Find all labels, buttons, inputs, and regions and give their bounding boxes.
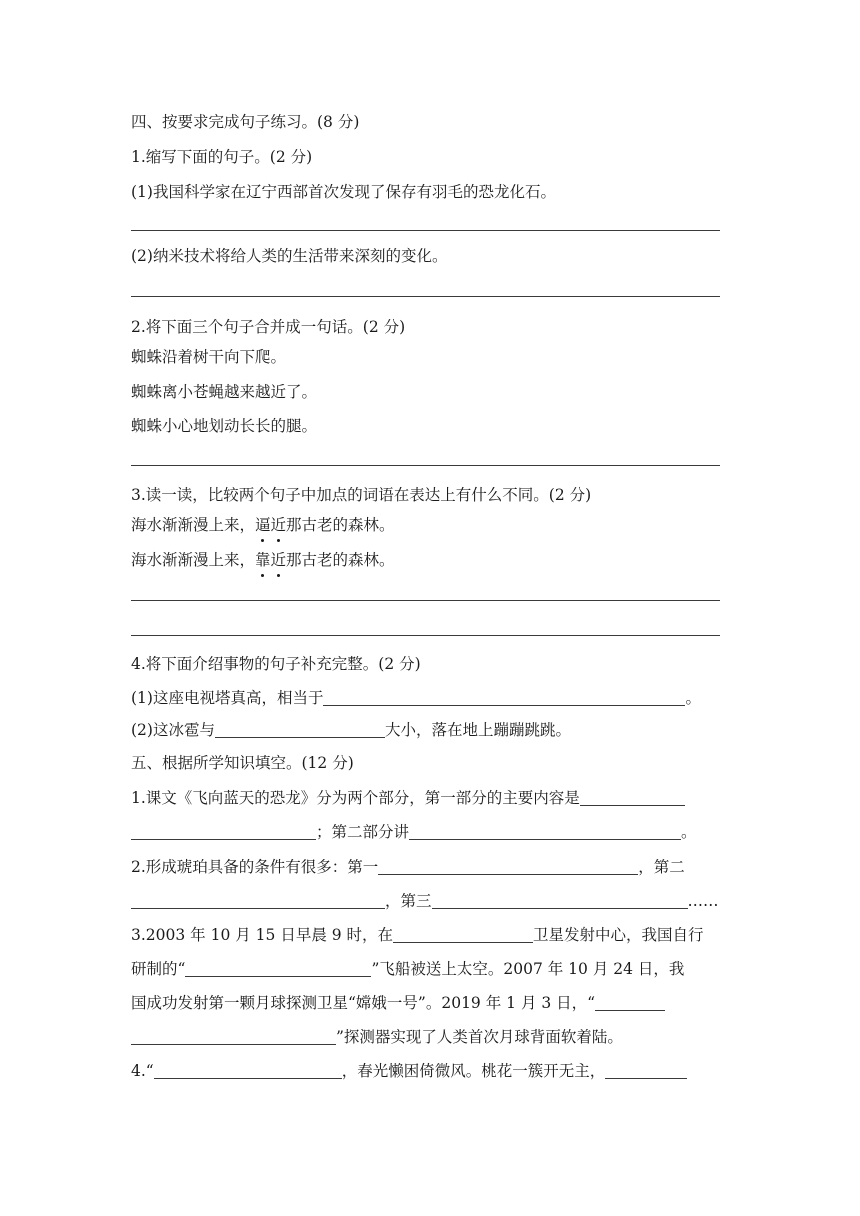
answer-line[interactable] bbox=[131, 230, 720, 231]
fill-blank[interactable] bbox=[595, 994, 665, 1011]
question-5-3-line-4: ”探测器实现了人类首次月球背面软着陆。 bbox=[131, 1027, 623, 1047]
fill-blank[interactable] bbox=[605, 1062, 687, 1079]
section-5-heading: 五、根据所学知识填空。(12 分) bbox=[131, 754, 354, 772]
section-4-heading: 四、按要求完成句子练习。(8 分) bbox=[131, 113, 360, 131]
question-5-4-line-1: 4.“ ，春光懒困倚微风。桃花一簇开无主， bbox=[131, 1061, 687, 1081]
question-5-3-line-3: 国成功发射第一颗月球探测卫星“嫦娥一号”。2019 年 1 月 3 日，“ bbox=[131, 993, 665, 1013]
question-5-2-line-2: ，第三 …… bbox=[131, 891, 719, 911]
fill-blank[interactable] bbox=[323, 689, 685, 706]
fill-blank[interactable] bbox=[378, 858, 638, 875]
question-4-2-title: 2.将下面三个句子合并成一句话。(2 分) bbox=[131, 318, 406, 336]
answer-line[interactable] bbox=[131, 635, 720, 636]
sentence-line: 蜘蛛小心地划动长长的腿。 bbox=[131, 417, 318, 435]
fill-blank[interactable] bbox=[131, 892, 385, 909]
sentence-line: 蜘蛛离小苍蝇越来越近了。 bbox=[131, 383, 318, 401]
fill-blank[interactable] bbox=[409, 823, 681, 840]
question-5-2-line-1: 2.形成琥珀具备的条件有很多：第一 ，第二 bbox=[131, 858, 685, 876]
question-4-1-title: 1.缩写下面的句子。(2 分) bbox=[131, 148, 313, 166]
fill-blank[interactable] bbox=[131, 823, 316, 840]
sentence-line: 蜘蛛沿着树干向下爬。 bbox=[131, 348, 287, 366]
fill-blank[interactable] bbox=[131, 1028, 336, 1045]
dotted-char: 靠 bbox=[255, 551, 271, 569]
question-5-1-line-1: 1.课文《飞向蓝天的恐龙》分为两个部分，第一部分的主要内容是 bbox=[131, 788, 685, 808]
question-5-3-line-2: 研制的“ ”飞船被送上太空。2007 年 10 月 24 日，我 bbox=[131, 960, 685, 978]
fill-blank[interactable] bbox=[154, 1062, 342, 1079]
question-5-3-line-1: 3.2003 年 10 月 15 日早晨 9 时，在 卫星发射中心，我国自行 bbox=[131, 926, 704, 944]
fill-blank[interactable] bbox=[185, 960, 371, 977]
compare-sentence-2: 海水渐渐漫上来，靠近那古老的森林。 bbox=[131, 551, 395, 569]
dotted-char: 逼 bbox=[255, 516, 271, 534]
fill-blank[interactable] bbox=[393, 926, 533, 943]
question-4-3-title: 3.读一读，比较两个句子中加点的词语在表达上有什么不同。(2 分) bbox=[131, 486, 592, 504]
question-4-1-item-2: (2)纳米技术将给人类的生活带来深刻的变化。 bbox=[131, 247, 448, 265]
question-5-1-line-2: ；第二部分讲 。 bbox=[131, 822, 697, 842]
answer-line[interactable] bbox=[131, 600, 720, 601]
fill-blank[interactable] bbox=[580, 789, 685, 806]
answer-line[interactable] bbox=[131, 296, 720, 297]
dotted-char: 近 bbox=[270, 516, 287, 534]
fill-blank[interactable] bbox=[432, 892, 688, 909]
fill-blank[interactable] bbox=[215, 721, 385, 738]
question-4-4-item-2: (2)这冰雹与 大小，落在地上蹦蹦跳跳。 bbox=[131, 721, 571, 739]
question-4-1-item-1: (1)我国科学家在辽宁西部首次发现了保存有羽毛的恐龙化石。 bbox=[131, 183, 556, 201]
question-4-4-item-1: (1)这座电视塔真高，相当于 。 bbox=[131, 689, 701, 707]
compare-sentence-1: 海水渐渐漫上来，逼近那古老的森林。 bbox=[131, 516, 395, 534]
dotted-char: 近 bbox=[270, 551, 287, 569]
question-4-4-title: 4.将下面介绍事物的句子补充完整。(2 分) bbox=[131, 655, 421, 673]
answer-line[interactable] bbox=[131, 465, 720, 466]
